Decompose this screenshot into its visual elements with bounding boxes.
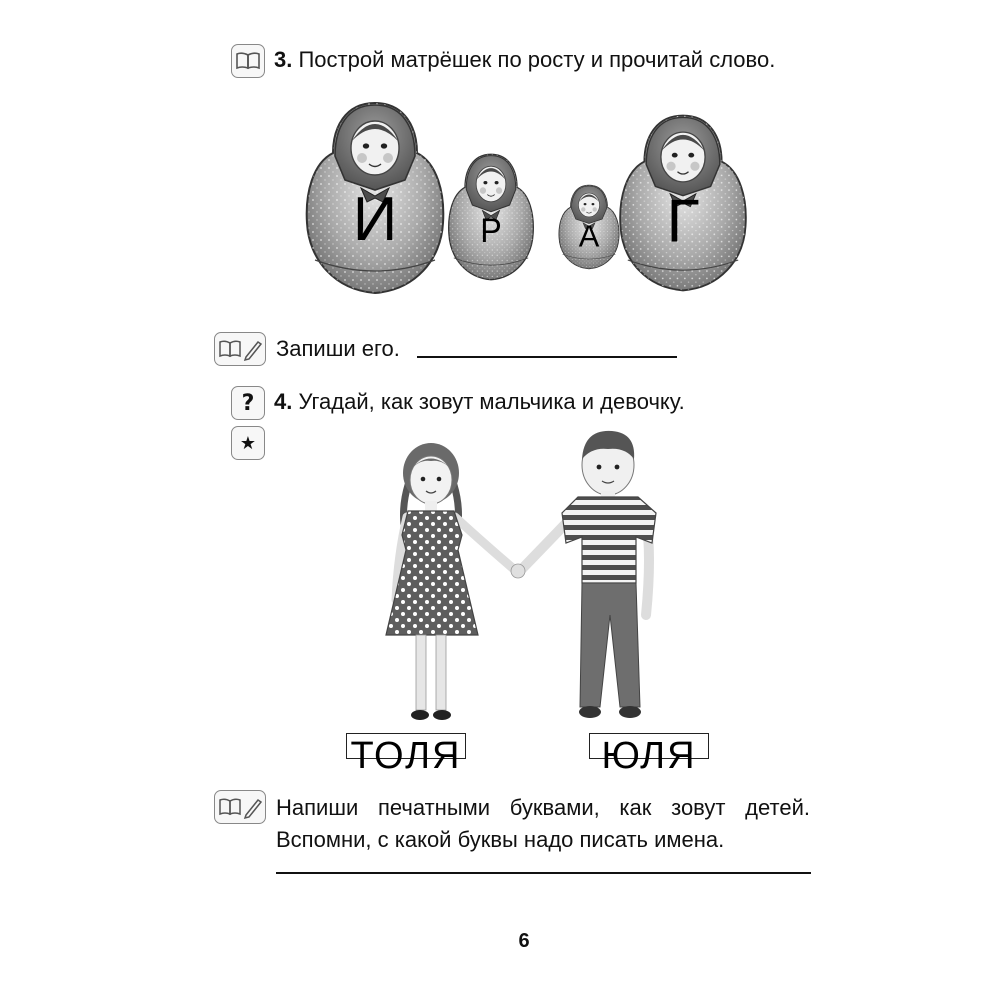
task-instruction: Угадай, как зовут мальчика и девочку. xyxy=(298,389,685,414)
joined-hands xyxy=(511,564,525,578)
girl-figure xyxy=(386,443,516,720)
doll-letter: А xyxy=(578,218,600,254)
doll-large-2 xyxy=(620,116,746,291)
girl-name-text: ТОЛЯ xyxy=(350,735,462,777)
task-3-heading xyxy=(274,47,775,73)
boy-name-text: ЮЛЯ xyxy=(601,735,697,777)
answer-line[interactable] xyxy=(417,356,677,358)
boy-figure xyxy=(520,431,656,718)
children-illustration xyxy=(370,425,680,730)
write-names-instruction xyxy=(276,792,810,856)
doll-letter: Г xyxy=(666,186,700,255)
task-4-heading xyxy=(274,389,685,415)
star-icon xyxy=(231,426,265,460)
book-pencil-icon xyxy=(214,332,266,366)
boy-name xyxy=(589,735,709,777)
question-glyph: ? xyxy=(241,390,255,416)
doll-letter: Р xyxy=(480,212,502,251)
doll-letter: И xyxy=(352,185,398,254)
doll-medium xyxy=(449,154,534,279)
book-icon xyxy=(231,44,265,78)
write-word-instruction: Запиши его. xyxy=(276,336,400,361)
task-instruction: Построй матрёшек по росту и прочитай слово. xyxy=(298,47,776,72)
doll-small xyxy=(559,185,619,269)
instruction-line-1: Напиши печатными буквами, как зовут детей. xyxy=(276,795,810,820)
instruction-line-2: Вспомни, с какой буквы надо писать имена. xyxy=(276,827,725,852)
matryoshka-dolls xyxy=(300,95,750,305)
girl-name xyxy=(346,735,466,777)
task-number: 3. xyxy=(274,47,293,72)
page-number: 6 xyxy=(518,930,530,952)
doll-large xyxy=(307,103,444,293)
star-glyph: ★ xyxy=(239,432,257,453)
question-icon xyxy=(231,386,265,420)
task-number: 4. xyxy=(274,389,293,414)
answer-line[interactable] xyxy=(276,872,811,874)
book-pencil-icon xyxy=(214,790,266,824)
